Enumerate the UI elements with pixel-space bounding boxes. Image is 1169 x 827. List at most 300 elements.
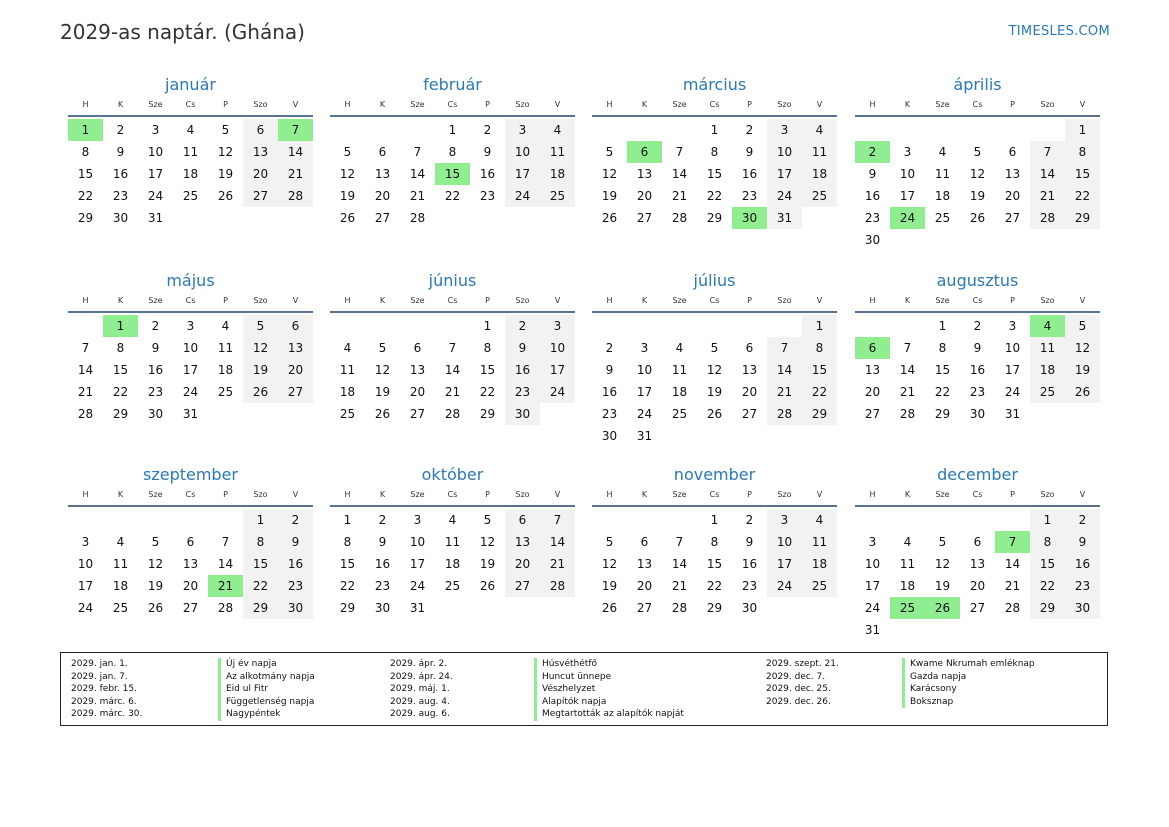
day-cell: 5 xyxy=(151,535,160,549)
day-cell: 7 xyxy=(413,145,422,159)
legend-dates xyxy=(390,658,453,721)
weekday-header xyxy=(330,98,575,117)
day-cell: 30 xyxy=(505,403,540,425)
day-cell: 7 xyxy=(675,145,684,159)
weekday-label: Sze xyxy=(410,296,425,305)
day-cell: 10 xyxy=(182,341,199,355)
weekday-label: Cs xyxy=(972,296,983,305)
day-cell: 14 xyxy=(1004,557,1021,571)
day-cell: 16 xyxy=(1065,553,1100,575)
day-cell: 24 xyxy=(864,601,881,615)
month-5 xyxy=(330,268,575,425)
weekday-label: P xyxy=(1010,490,1015,499)
day-cell: 14 xyxy=(671,167,688,181)
empty-cell xyxy=(627,509,662,531)
day-cell: 26 xyxy=(479,579,496,593)
day-cell: 9 xyxy=(745,535,754,549)
month-0 xyxy=(68,72,313,229)
day-cell: 24 xyxy=(182,385,199,399)
day-cell: 3 xyxy=(640,341,649,355)
day-cell: 6 xyxy=(378,145,387,159)
day-cell: 8 xyxy=(483,341,492,355)
month-name: február xyxy=(423,75,482,94)
weekday-label: Cs xyxy=(972,100,983,109)
legend-holiday-name: Vészhelyzet xyxy=(542,684,596,694)
day-cell: 10 xyxy=(540,337,575,359)
day-cell: 11 xyxy=(1030,337,1065,359)
day-cell: 15 xyxy=(112,363,129,377)
legend-holiday-name: Az alkotmány napja xyxy=(226,671,315,682)
day-cell: 27 xyxy=(409,407,426,421)
day-cell: 6 xyxy=(243,119,278,141)
day-cell: 4 xyxy=(221,319,230,333)
day-cell: 8 xyxy=(116,341,125,355)
day-cell: 19 xyxy=(479,557,496,571)
day-cell: 7 xyxy=(221,535,230,549)
day-cell: 18 xyxy=(217,363,234,377)
weekday-label: Sze xyxy=(935,100,950,109)
day-cell: 12 xyxy=(243,337,278,359)
day-cell: 27 xyxy=(741,407,758,421)
day-cell: 27 xyxy=(969,601,986,615)
legend-date: 2029. aug. 4. xyxy=(390,696,450,707)
legend-holiday-name: Megtartották az alapítók napját xyxy=(542,709,684,719)
empty-cell xyxy=(173,509,208,531)
weekday-label: Sze xyxy=(148,296,163,305)
weekday-label: Sze xyxy=(410,490,425,499)
day-cell: 5 xyxy=(378,341,387,355)
weekday-header xyxy=(592,98,837,117)
day-cell: 31 xyxy=(182,407,199,421)
weekday-label: Sze xyxy=(672,490,687,499)
day-cell: 17 xyxy=(767,553,802,575)
weekday-label: V xyxy=(1079,296,1086,305)
day-cell: 10 xyxy=(505,141,540,163)
empty-cell xyxy=(925,509,960,531)
day-cell: 3 xyxy=(767,119,802,141)
weekday-label: Szo xyxy=(515,490,530,499)
holiday-day: 4 xyxy=(1030,315,1065,337)
weekday-label: P xyxy=(1010,100,1015,109)
empty-cell xyxy=(627,315,662,337)
weekday-label: H xyxy=(82,490,89,499)
day-cell: 6 xyxy=(973,535,982,549)
day-cell: 25 xyxy=(802,185,837,207)
day-grid xyxy=(855,119,1100,251)
day-cell: 30 xyxy=(112,211,129,225)
day-cell: 3 xyxy=(1008,319,1017,333)
day-cell: 10 xyxy=(767,141,802,163)
empty-cell xyxy=(995,119,1030,141)
weekday-label: K xyxy=(904,296,911,305)
empty-cell xyxy=(890,509,925,531)
day-cell: 10 xyxy=(77,557,94,571)
day-cell: 17 xyxy=(899,189,916,203)
day-cell: 26 xyxy=(339,211,356,225)
weekday-label: Szo xyxy=(1040,296,1055,305)
day-cell: 10 xyxy=(409,535,426,549)
weekday-label: V xyxy=(292,296,299,305)
weekday-label: K xyxy=(117,100,124,109)
weekday-label: H xyxy=(869,296,876,305)
day-cell: 13 xyxy=(374,167,391,181)
day-cell: 21 xyxy=(1030,185,1065,207)
weekday-label: P xyxy=(485,296,490,305)
weekday-label: Szo xyxy=(515,296,530,305)
day-cell: 21 xyxy=(278,163,313,185)
day-cell: 20 xyxy=(969,579,986,593)
day-cell: 28 xyxy=(1004,601,1021,615)
day-cell: 28 xyxy=(540,575,575,597)
weekday-label: Sze xyxy=(672,100,687,109)
day-cell: 26 xyxy=(374,407,391,421)
legend-holiday-name: Húsvéthétfő xyxy=(542,659,597,669)
day-cell: 11 xyxy=(182,145,199,159)
day-cell: 19 xyxy=(243,359,278,381)
day-cell: 14 xyxy=(767,359,802,381)
legend-holiday-name: Gazda napja xyxy=(910,671,967,682)
page-title: 2029-as naptár. (Ghána) xyxy=(60,20,305,44)
weekday-label: Cs xyxy=(185,100,196,109)
day-cell: 14 xyxy=(671,557,688,571)
day-cell: 25 xyxy=(671,407,688,421)
weekday-label: Cs xyxy=(185,490,196,499)
day-cell: 24 xyxy=(540,381,575,403)
day-cell: 21 xyxy=(77,385,94,399)
day-cell: 6 xyxy=(413,341,422,355)
day-cell: 4 xyxy=(186,123,195,137)
day-cell: 11 xyxy=(444,535,461,549)
empty-cell xyxy=(627,119,662,141)
day-cell: 8 xyxy=(1030,531,1065,553)
day-cell: 8 xyxy=(448,145,457,159)
day-cell: 17 xyxy=(505,163,540,185)
weekday-label: Sze xyxy=(148,100,163,109)
day-cell: 18 xyxy=(444,557,461,571)
empty-cell xyxy=(103,509,138,531)
weekday-header xyxy=(330,294,575,313)
weekday-label: Szo xyxy=(253,296,268,305)
month-name: október xyxy=(421,465,484,484)
day-cell: 22 xyxy=(1065,185,1100,207)
legend-date: 2029. márc. 30. xyxy=(71,709,143,719)
weekday-label: H xyxy=(82,296,89,305)
day-cell: 6 xyxy=(1008,145,1017,159)
day-cell: 9 xyxy=(483,145,492,159)
month-name: március xyxy=(682,75,747,94)
day-grid xyxy=(855,509,1100,641)
day-cell: 8 xyxy=(710,535,719,549)
empty-cell xyxy=(330,315,365,337)
legend-date: 2029. ápr. 24. xyxy=(390,671,453,682)
day-cell: 15 xyxy=(706,167,723,181)
weekday-label: K xyxy=(379,296,386,305)
day-cell: 5 xyxy=(343,145,352,159)
holiday-day: 30 xyxy=(732,207,767,229)
day-cell: 15 xyxy=(243,553,278,575)
day-cell: 11 xyxy=(540,141,575,163)
empty-cell xyxy=(68,315,103,337)
weekday-label: K xyxy=(379,100,386,109)
day-cell: 18 xyxy=(339,385,356,399)
weekday-label: Cs xyxy=(447,100,458,109)
weekday-label: K xyxy=(904,100,911,109)
day-cell: 2 xyxy=(745,123,754,137)
day-cell: 28 xyxy=(444,407,461,421)
legend-names xyxy=(534,658,684,721)
day-cell: 8 xyxy=(802,337,837,359)
day-cell: 16 xyxy=(601,385,618,399)
day-cell: 26 xyxy=(243,381,278,403)
legend-date: 2029. jan. 1. xyxy=(71,659,128,669)
empty-cell xyxy=(855,509,890,531)
day-cell: 28 xyxy=(77,407,94,421)
holiday-day: 25 xyxy=(890,597,925,619)
weekday-label: K xyxy=(641,100,648,109)
weekday-label: Cs xyxy=(185,296,196,305)
day-cell: 24 xyxy=(767,185,802,207)
day-cell: 19 xyxy=(217,167,234,181)
day-cell: 3 xyxy=(505,119,540,141)
day-cell: 28 xyxy=(409,211,426,225)
weekday-header xyxy=(855,98,1100,117)
empty-cell xyxy=(890,315,925,337)
day-cell: 19 xyxy=(147,579,164,593)
day-cell: 22 xyxy=(1030,575,1065,597)
day-cell: 20 xyxy=(741,385,758,399)
month-name: január xyxy=(165,75,216,94)
day-cell: 22 xyxy=(706,189,723,203)
day-cell: 12 xyxy=(934,557,951,571)
day-cell: 3 xyxy=(186,319,195,333)
day-cell: 17 xyxy=(540,359,575,381)
weekday-label: Sze xyxy=(935,490,950,499)
day-cell: 24 xyxy=(77,601,94,615)
legend-holiday-name: Nagypéntek xyxy=(226,709,281,719)
day-cell: 18 xyxy=(112,579,129,593)
holiday-day: 26 xyxy=(925,597,960,619)
day-cell: 5 xyxy=(605,535,614,549)
day-cell: 15 xyxy=(1065,163,1100,185)
day-cell: 22 xyxy=(77,189,94,203)
legend-holiday-name: Függetlenség napja xyxy=(226,696,315,707)
day-cell: 4 xyxy=(938,145,947,159)
empty-cell xyxy=(890,119,925,141)
day-cell: 3 xyxy=(151,123,160,137)
month-name: november xyxy=(673,465,756,484)
day-cell: 22 xyxy=(339,579,356,593)
day-cell: 29 xyxy=(706,211,723,225)
day-cell: 2 xyxy=(151,319,160,333)
day-cell: 22 xyxy=(934,385,951,399)
empty-cell xyxy=(995,509,1030,531)
day-cell: 23 xyxy=(969,385,986,399)
day-cell: 18 xyxy=(1030,359,1065,381)
legend-date: 2029. aug. 6. xyxy=(390,709,450,719)
month-11 xyxy=(855,462,1100,641)
day-cell: 25 xyxy=(934,211,951,225)
day-cell: 9 xyxy=(973,341,982,355)
day-cell: 28 xyxy=(767,403,802,425)
holiday-day: 1 xyxy=(103,315,138,337)
day-cell: 15 xyxy=(77,167,94,181)
day-cell: 24 xyxy=(1004,385,1021,399)
day-cell: 30 xyxy=(147,407,164,421)
empty-cell xyxy=(208,509,243,531)
legend-names xyxy=(218,658,315,721)
day-cell: 3 xyxy=(540,315,575,337)
day-cell: 8 xyxy=(81,145,90,159)
day-cell: 28 xyxy=(278,185,313,207)
day-cell: 8 xyxy=(1065,141,1100,163)
day-cell: 14 xyxy=(444,363,461,377)
day-cell: 27 xyxy=(505,575,540,597)
weekday-label: P xyxy=(485,100,490,109)
brand-link[interactable]: TIMESLES.COM xyxy=(1008,24,1110,39)
empty-cell xyxy=(435,315,470,337)
day-cell: 10 xyxy=(636,363,653,377)
weekday-label: Cs xyxy=(709,100,720,109)
day-cell: 18 xyxy=(182,167,199,181)
weekday-label: P xyxy=(223,296,228,305)
day-cell: 12 xyxy=(706,363,723,377)
weekday-label: Cs xyxy=(447,296,458,305)
day-cell: 23 xyxy=(147,385,164,399)
day-cell: 27 xyxy=(243,185,278,207)
month-10 xyxy=(592,462,837,619)
month-6 xyxy=(592,268,837,447)
empty-cell xyxy=(365,315,400,337)
day-cell: 3 xyxy=(868,535,877,549)
day-cell: 25 xyxy=(540,185,575,207)
day-cell: 30 xyxy=(741,601,758,615)
empty-cell xyxy=(662,119,697,141)
weekday-label: K xyxy=(379,490,386,499)
legend-date: 2029. dec. 25. xyxy=(766,684,831,694)
day-cell: 19 xyxy=(374,385,391,399)
weekday-header xyxy=(330,488,575,507)
day-cell: 26 xyxy=(1065,381,1100,403)
day-cell: 17 xyxy=(636,385,653,399)
day-cell: 21 xyxy=(899,385,916,399)
day-cell: 7 xyxy=(675,535,684,549)
empty-cell xyxy=(330,119,365,141)
empty-cell xyxy=(592,119,627,141)
day-cell: 11 xyxy=(802,531,837,553)
day-grid xyxy=(855,315,1100,425)
month-name: december xyxy=(937,465,1018,484)
day-cell: 28 xyxy=(1030,207,1065,229)
day-grid xyxy=(68,119,313,229)
day-cell: 30 xyxy=(864,233,881,247)
day-cell: 26 xyxy=(601,601,618,615)
day-cell: 14 xyxy=(1030,163,1065,185)
day-cell: 10 xyxy=(864,557,881,571)
day-cell: 30 xyxy=(278,597,313,619)
weekday-label: K xyxy=(117,296,124,305)
day-cell: 2 xyxy=(505,315,540,337)
day-cell: 13 xyxy=(243,141,278,163)
day-cell: 13 xyxy=(1004,167,1021,181)
holiday-day: 6 xyxy=(855,337,890,359)
day-cell: 12 xyxy=(339,167,356,181)
day-cell: 14 xyxy=(409,167,426,181)
day-cell: 8 xyxy=(938,341,947,355)
day-cell: 20 xyxy=(278,359,313,381)
weekday-header xyxy=(68,488,313,507)
day-cell: 9 xyxy=(378,535,387,549)
day-cell: 21 xyxy=(444,385,461,399)
day-cell: 19 xyxy=(601,579,618,593)
day-cell: 5 xyxy=(221,123,230,137)
month-9 xyxy=(330,462,575,619)
day-cell: 11 xyxy=(899,557,916,571)
legend-dates xyxy=(71,658,142,721)
weekday-label: P xyxy=(485,490,490,499)
weekday-label: H xyxy=(606,490,613,499)
day-cell: 17 xyxy=(767,163,802,185)
weekday-label: V xyxy=(1079,490,1086,499)
day-cell: 22 xyxy=(112,385,129,399)
holiday-day: 1 xyxy=(68,119,103,141)
day-cell: 22 xyxy=(802,381,837,403)
day-cell: 10 xyxy=(767,531,802,553)
day-cell: 16 xyxy=(112,167,129,181)
legend-holiday-name: Karácsony xyxy=(910,684,957,694)
empty-cell xyxy=(855,119,890,141)
day-cell: 1 xyxy=(243,509,278,531)
day-cell: 4 xyxy=(448,513,457,527)
day-cell: 26 xyxy=(601,211,618,225)
day-cell: 16 xyxy=(374,557,391,571)
weekday-label: P xyxy=(747,490,752,499)
day-cell: 21 xyxy=(1004,579,1021,593)
day-cell: 20 xyxy=(182,579,199,593)
day-cell: 11 xyxy=(934,167,951,181)
day-cell: 15 xyxy=(934,363,951,377)
day-cell: 19 xyxy=(601,189,618,203)
legend-date: 2029. szept. 21. xyxy=(766,659,839,669)
day-cell: 9 xyxy=(1065,531,1100,553)
empty-cell xyxy=(592,315,627,337)
weekday-label: H xyxy=(344,490,351,499)
day-cell: 9 xyxy=(868,167,877,181)
day-cell: 3 xyxy=(81,535,90,549)
day-cell: 5 xyxy=(973,145,982,159)
day-cell: 25 xyxy=(339,407,356,421)
weekday-header xyxy=(592,294,837,313)
day-cell: 24 xyxy=(409,579,426,593)
day-cell: 20 xyxy=(374,189,391,203)
holiday-day: 24 xyxy=(890,207,925,229)
day-cell: 22 xyxy=(243,575,278,597)
weekday-label: H xyxy=(344,100,351,109)
day-cell: 26 xyxy=(706,407,723,421)
day-cell: 28 xyxy=(671,601,688,615)
day-cell: 21 xyxy=(540,553,575,575)
weekday-label: Sze xyxy=(935,296,950,305)
day-cell: 15 xyxy=(706,557,723,571)
day-cell: 31 xyxy=(1004,407,1021,421)
day-cell: 16 xyxy=(147,363,164,377)
day-cell: 29 xyxy=(339,601,356,615)
day-cell: 27 xyxy=(864,407,881,421)
day-cell: 4 xyxy=(675,341,684,355)
legend-date: 2029. dec. 26. xyxy=(766,696,831,707)
weekday-label: H xyxy=(606,100,613,109)
day-cell: 13 xyxy=(636,557,653,571)
day-cell: 10 xyxy=(147,145,164,159)
